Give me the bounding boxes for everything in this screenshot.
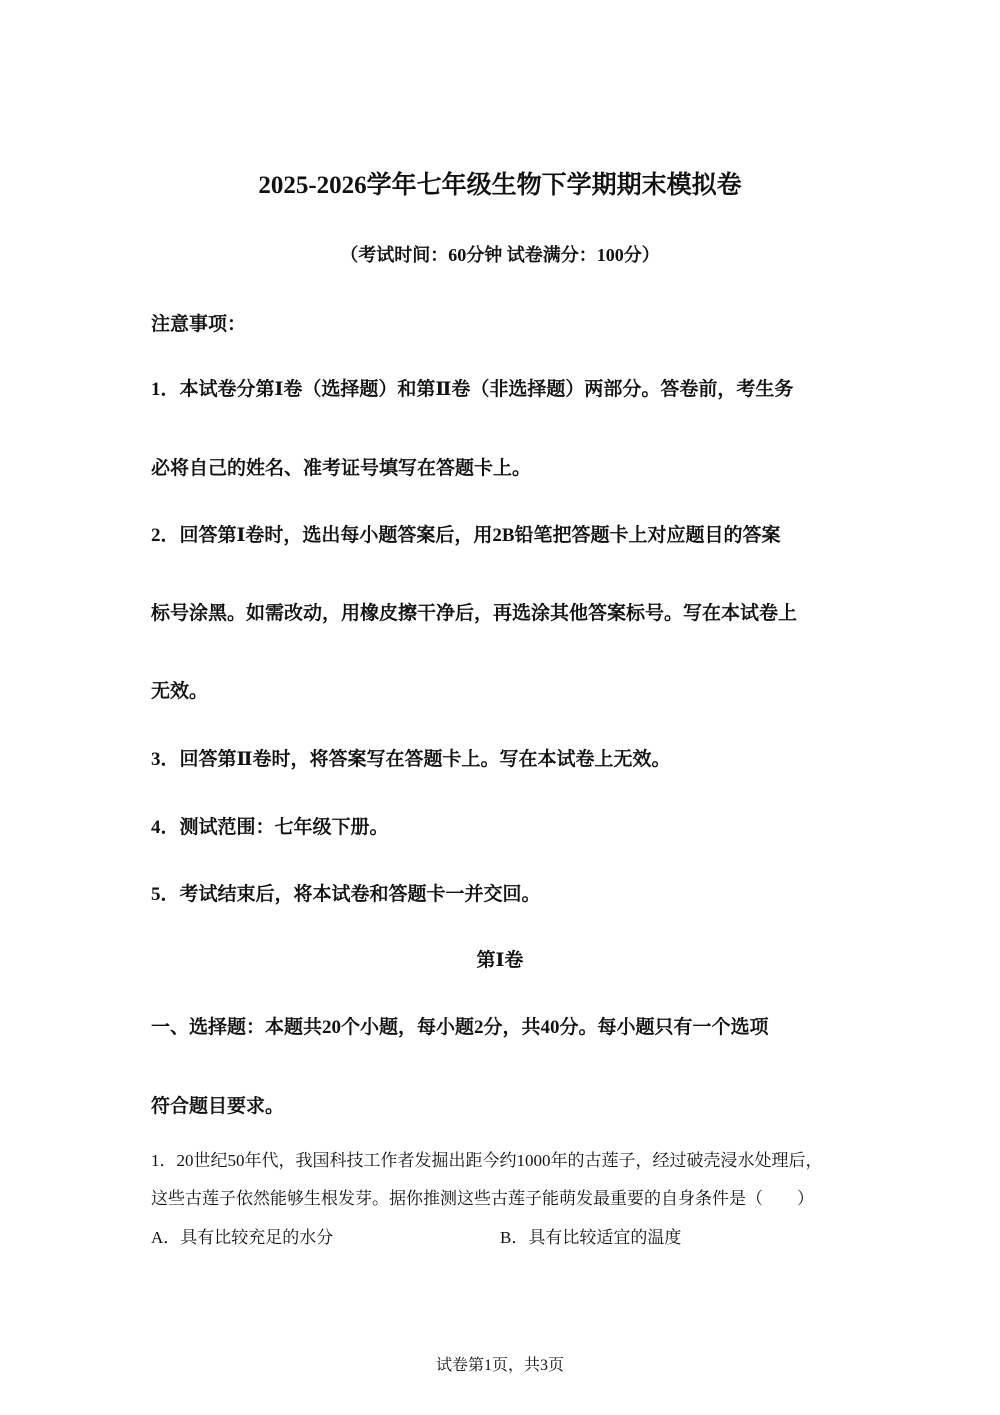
question-1-line-2: 这些古莲子依然能够生根发芽。据你推测这些古莲子能萌发最重要的自身条件是（ ） [151,1189,814,1208]
question-1-option-a: A．具有比较充足的水分 [151,1228,334,1247]
notice-line-1: 1．本试卷分第Ⅰ卷（选择题）和第Ⅱ卷（非选择题）两部分。答卷前，考生务 [151,379,794,400]
question-1-line-1: 1．20世纪50年代，我国科技工作者发掘出距今约1000年的古莲子，经过破壳浸水处理后， [151,1151,823,1170]
notice-line-8: 5．考试结束后，将本试卷和答题卡一并交回。 [151,884,541,905]
section-heading-line-1: 一、选择题：本题共20个小题，每小题2分，共40分。每小题只有一个选项 [151,1017,769,1038]
notice-line-3: 2．回答第Ⅰ卷时，选出每小题答案后，用2B铅笔把答题卡上对应题目的答案 [151,525,781,546]
notice-line-7: 4．测试范围：七年级下册。 [151,817,389,838]
part-title: 第Ⅰ卷 [476,950,524,971]
notice-line-4: 标号涂黑。如需改动，用橡皮擦干净后，再选涂其他答案标号。写在本试卷上 [151,603,798,624]
page-footer: 试卷第1页，共3页 [435,1357,564,1374]
notice-line-2: 必将自己的姓名、准考证号填写在答题卡上。 [151,458,532,479]
notice-line-5: 无效。 [151,681,209,702]
exam-subtitle: （考试时间：60分钟 试卷满分：100分） [340,245,660,265]
notice-heading: 注意事项： [151,314,247,335]
question-1-option-b: B．具有比较适宜的温度 [500,1228,682,1247]
section-heading-line-2: 符合题目要求。 [151,1096,285,1117]
notice-line-6: 3．回答第Ⅱ卷时，将答案写在答题卡上。写在本试卷上无效。 [151,749,671,770]
exam-title: 2025-2026学年七年级生物下学期期末模拟卷 [258,172,742,199]
